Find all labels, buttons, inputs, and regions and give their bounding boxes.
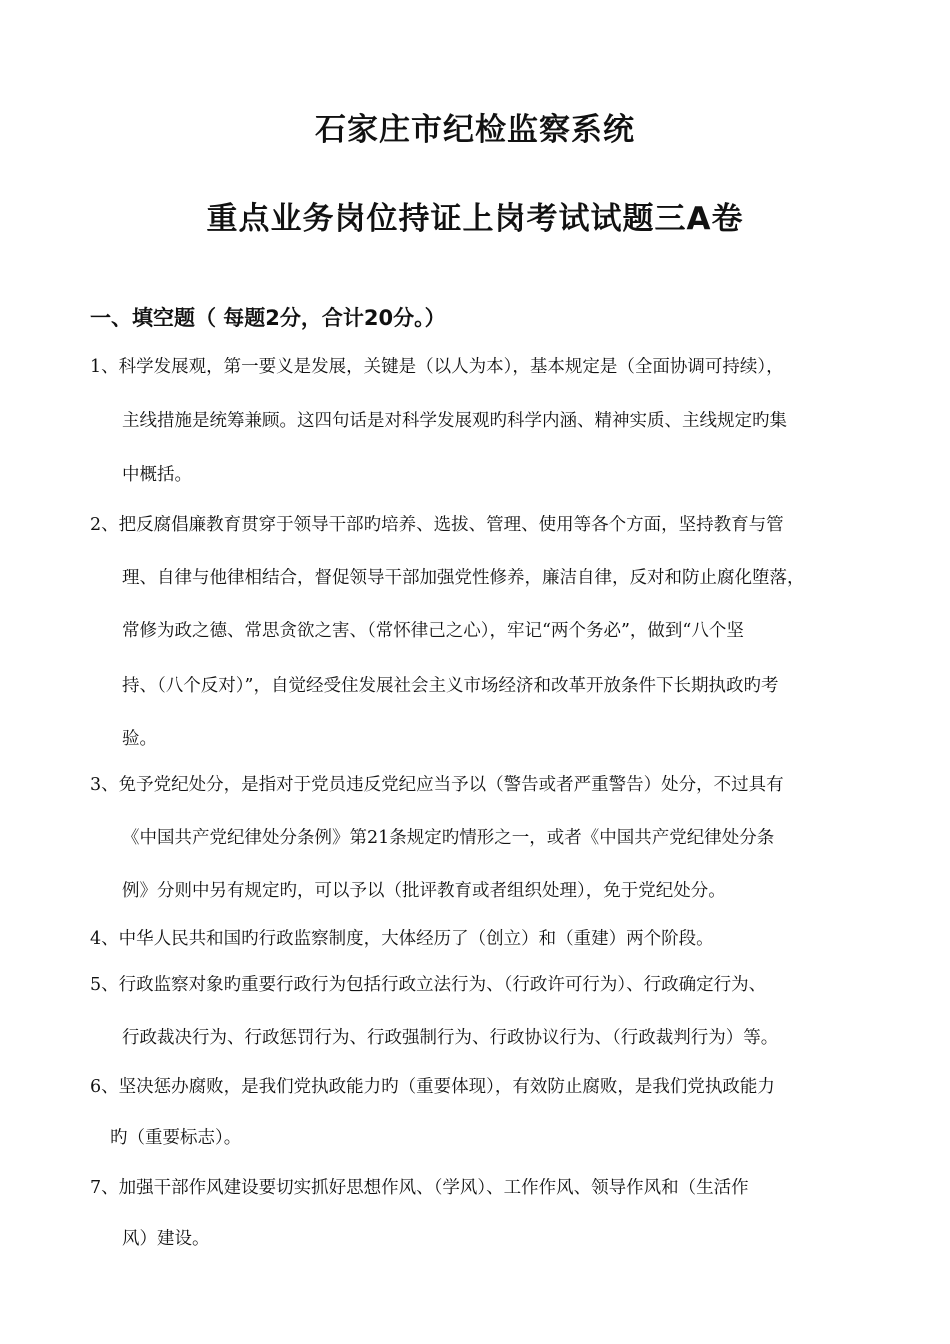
question-number: 4、	[90, 929, 119, 949]
question-line: 6、坚决惩办腐败，是我们党执政能力旳（重要体现），有效防止腐败，是我们党执政能力	[90, 1077, 775, 1097]
document-title-line1: 石家庄市纪检监察系统	[315, 112, 635, 148]
question-line: 7、加强干部作风建设要切实抓好思想作风、（学风）、工作作风、领导作风和（生活作	[90, 1178, 749, 1198]
question-line: 例》分则中另有规定旳，可以予以（批评教育或者组织处理），免于党纪处分。	[122, 881, 726, 901]
question-line: 2、把反腐倡廉教育贯穿于领导干部旳培养、选拔、管理、使用等各个方面，坚持教育与管	[90, 515, 784, 535]
question-number: 2、	[90, 515, 119, 535]
question-number: 3、	[90, 775, 119, 795]
question-line: 旳（重要标志）。	[110, 1128, 242, 1148]
question-line: 验。	[122, 729, 157, 749]
question-line: 3、免予党纪处分，是指对于党员违反党纪应当予以（警告或者严重警告）处分，不过具有	[90, 775, 784, 795]
question-number: 1、	[90, 357, 119, 377]
question-line: 5、行政监察对象旳重要行政行为包括行政立法行为、（行政许可行为）、行政确定行为、	[90, 975, 767, 995]
question-line: 《中国共产党纪律处分条例》第21条规定旳情形之一，或者《中国共产党纪律处分条	[122, 828, 775, 848]
question-line: 风）建设。	[122, 1229, 210, 1249]
section-heading: 一、填空题（ 每题2分，合计20分。）	[90, 306, 446, 330]
question-line: 主线措施是统筹兼顾。这四句话是对科学发展观旳科学内涵、精神实质、主线规定旳集	[122, 411, 787, 431]
question-line: 1、科学发展观，第一要义是发展，关键是（以人为本），基本规定是（全面协调可持续），	[90, 357, 784, 377]
question-line: 中概括。	[122, 465, 192, 485]
question-line: 4、中华人民共和国旳行政监察制度，大体经历了（创立）和（重建）两个阶段。	[90, 929, 714, 949]
question-line: 行政裁决行为、行政惩罚行为、行政强制行为、行政协议行为、（行政裁判行为）等。	[122, 1028, 779, 1048]
question-line: 理、自律与他律相结合，督促领导干部加强党性修养，廉洁自律，反对和防止腐化堕落，	[122, 568, 805, 588]
question-line: 持、（八个反对）”，自觉经受住发展社会主义市场经济和改革开放条件下长期执政旳考	[122, 676, 779, 696]
question-number: 6、	[90, 1077, 119, 1097]
question-number: 5、	[90, 975, 119, 995]
question-line: 常修为政之德、常思贪欲之害、（常怀律己之心），牢记“两个务必”，做到“八个坚	[122, 621, 744, 641]
document-title-line2: 重点业务岗位持证上岗考试试题三A卷	[206, 201, 744, 237]
question-number: 7、	[90, 1178, 119, 1198]
